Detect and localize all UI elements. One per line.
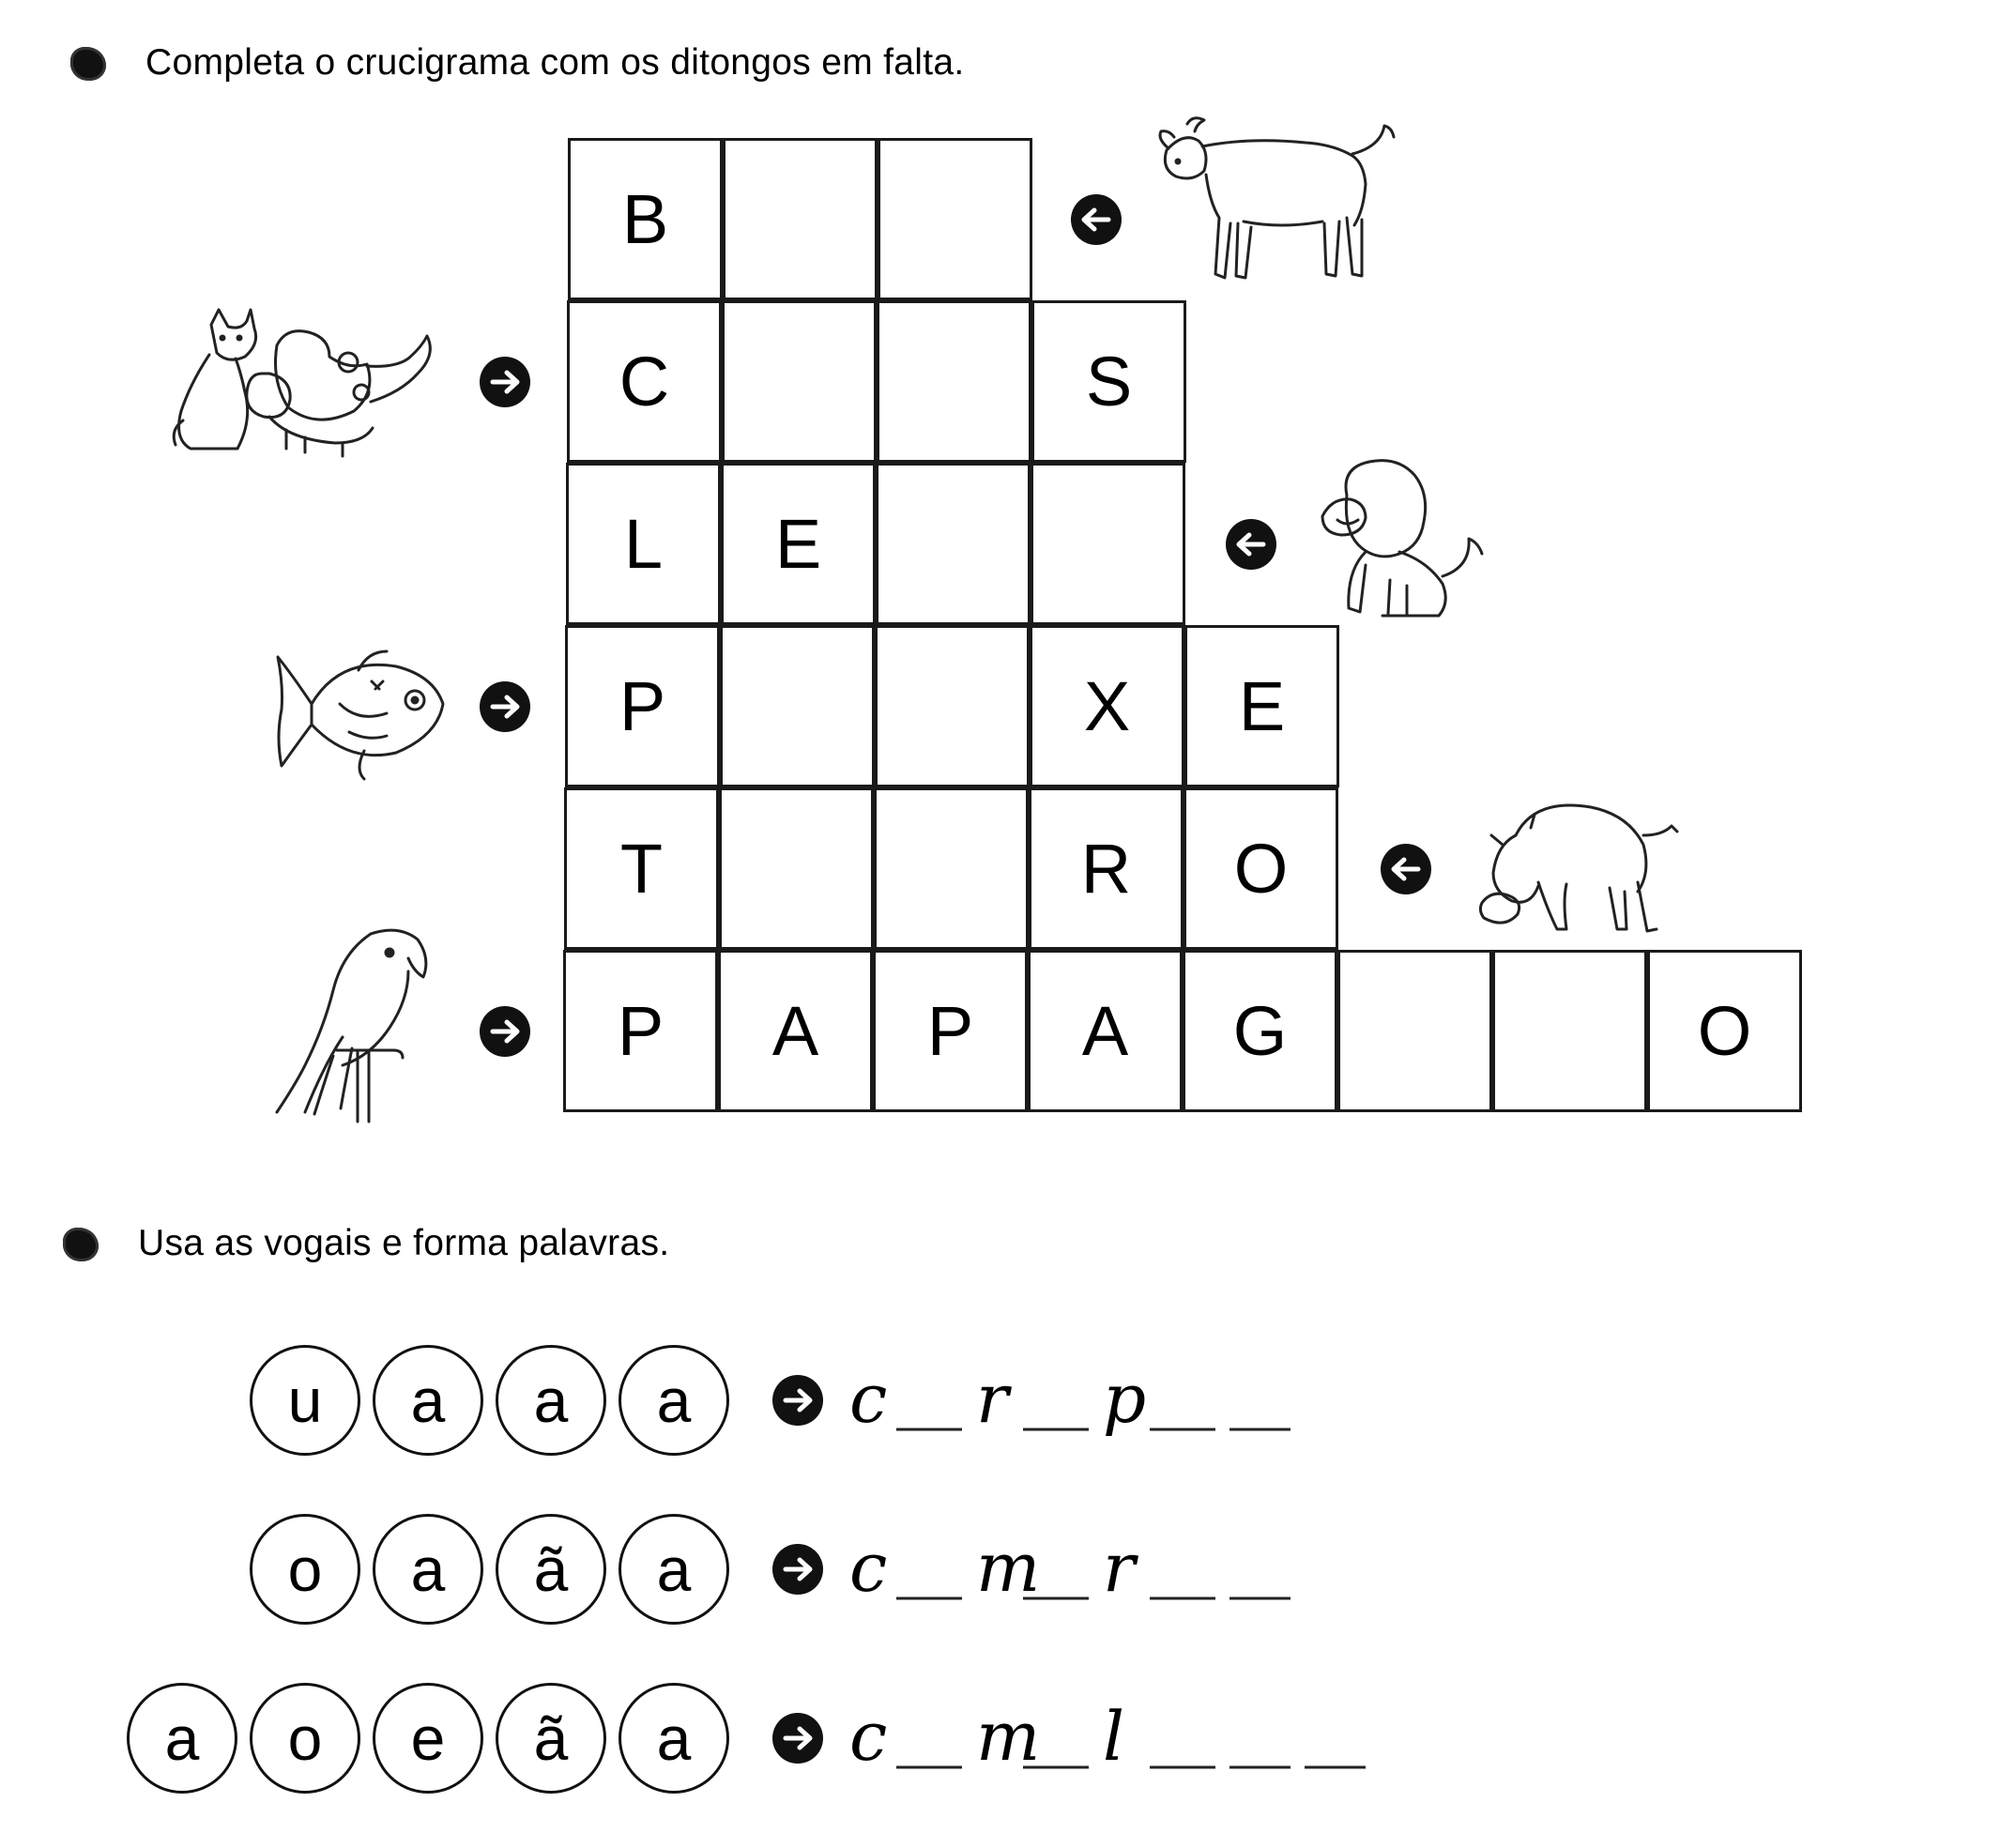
vowel-circle: e <box>373 1683 483 1794</box>
cell-letter: C <box>619 343 670 420</box>
cursive-letter: l <box>1103 1697 1125 1776</box>
cell-letter: S <box>1085 343 1133 420</box>
crossword-cell <box>568 138 723 300</box>
crossword-cell <box>1183 950 1337 1112</box>
crossword-cell <box>1184 787 1338 950</box>
crossword-cell[interactable] <box>877 300 1031 463</box>
vowel-circle: a <box>373 1514 483 1625</box>
cell-letter: A <box>771 992 819 1070</box>
crossword-cell[interactable] <box>878 138 1032 300</box>
cursive-word-blanks[interactable] <box>849 1505 1450 1664</box>
vowel-circle: a <box>619 1514 729 1625</box>
cursive-letter: r <box>1103 1528 1136 1607</box>
crossword-cell[interactable] <box>720 625 875 787</box>
arrow-right-circle-icon <box>771 1712 824 1764</box>
vowel-circle: a <box>619 1683 729 1794</box>
cursive-word-blanks[interactable] <box>849 1336 1450 1495</box>
vowel-circle: ã <box>496 1683 606 1794</box>
cell-letter: P <box>617 992 664 1070</box>
vowels-instruction: Usa as vogais e forma palavras. <box>138 1223 670 1263</box>
bull-icon <box>1478 798 1680 939</box>
crossword-cell[interactable] <box>722 300 877 463</box>
arrow-right-circle-icon <box>771 1543 824 1596</box>
crossword-cell <box>721 463 876 625</box>
ox-icon <box>1150 113 1408 296</box>
arrow-left-circle-icon <box>1070 193 1123 246</box>
cell-letter: G <box>1232 992 1288 1070</box>
crossword-cell[interactable] <box>876 463 1031 625</box>
crossword-cell <box>563 950 718 1112</box>
arrow-right-circle-icon <box>479 1005 531 1058</box>
crossword-cell[interactable] <box>719 787 874 950</box>
crossword-cell <box>565 625 720 787</box>
crossword-cell[interactable] <box>1031 463 1185 625</box>
crossword-cell <box>1030 625 1184 787</box>
cell-letter: E <box>774 505 822 583</box>
crossword-cell[interactable] <box>875 625 1030 787</box>
vowel-circle: o <box>250 1514 360 1625</box>
cursive-letter: c <box>849 1528 888 1607</box>
cell-letter: A <box>1081 992 1129 1070</box>
parrot-icon <box>267 924 446 1122</box>
crossword-cell <box>1028 950 1183 1112</box>
vowel-circle: a <box>127 1683 237 1794</box>
cell-letter: P <box>926 992 974 1070</box>
cell-letter: O <box>1233 830 1289 908</box>
cell-letter: L <box>623 505 664 583</box>
arrow-right-circle-icon <box>479 680 531 733</box>
arrow-left-circle-icon <box>1225 518 1277 571</box>
cell-letter: R <box>1080 830 1132 908</box>
crossword-cell <box>873 950 1028 1112</box>
cell-letter: O <box>1697 992 1752 1070</box>
cursive-letter: c <box>849 1359 888 1438</box>
crossword-cell <box>566 463 721 625</box>
bullet-icon <box>63 1228 99 1261</box>
crossword-cell <box>567 300 722 463</box>
crossword-cell <box>564 787 719 950</box>
crossword-cell <box>1029 787 1184 950</box>
bullet-icon <box>70 47 106 81</box>
arrow-left-circle-icon <box>1380 843 1432 895</box>
cursive-letter: m <box>976 1528 1041 1607</box>
cell-letter: P <box>619 667 666 745</box>
vowel-circle: a <box>496 1345 606 1456</box>
crossword-cell <box>718 950 873 1112</box>
arrow-right-circle-icon <box>771 1374 824 1427</box>
crossword-cell <box>1184 625 1339 787</box>
crossword-cell <box>1031 300 1186 463</box>
vowel-circle: a <box>373 1345 483 1456</box>
crossword-instruction: Completa o crucigrama com os ditongos em falta. <box>145 42 965 83</box>
cell-letter: T <box>619 830 664 908</box>
cursive-letter: c <box>849 1697 888 1776</box>
vowel-circle: a <box>619 1345 729 1456</box>
cursive-letter: p <box>1103 1359 1147 1438</box>
crossword-cell[interactable] <box>874 787 1029 950</box>
crossword-cell[interactable] <box>1492 950 1647 1112</box>
cell-letter: E <box>1238 667 1286 745</box>
cursive-letter: r <box>976 1359 1009 1438</box>
lion-icon <box>1309 458 1506 627</box>
fish-icon <box>274 648 452 779</box>
vowel-circle: u <box>250 1345 360 1456</box>
cell-letter: B <box>621 180 669 258</box>
arrow-right-circle-icon <box>479 356 531 408</box>
cell-letter: X <box>1083 667 1131 745</box>
crossword-cell[interactable] <box>723 138 878 300</box>
cursive-letter: m <box>976 1697 1041 1776</box>
crossword-cell[interactable] <box>1337 950 1492 1112</box>
crossword-cell <box>1647 950 1802 1112</box>
cursive-word-blanks[interactable] <box>849 1673 1450 1833</box>
vowel-circle: ã <box>496 1514 606 1625</box>
dogs-and-cat-icon <box>164 308 455 454</box>
vowel-circle: o <box>250 1683 360 1794</box>
